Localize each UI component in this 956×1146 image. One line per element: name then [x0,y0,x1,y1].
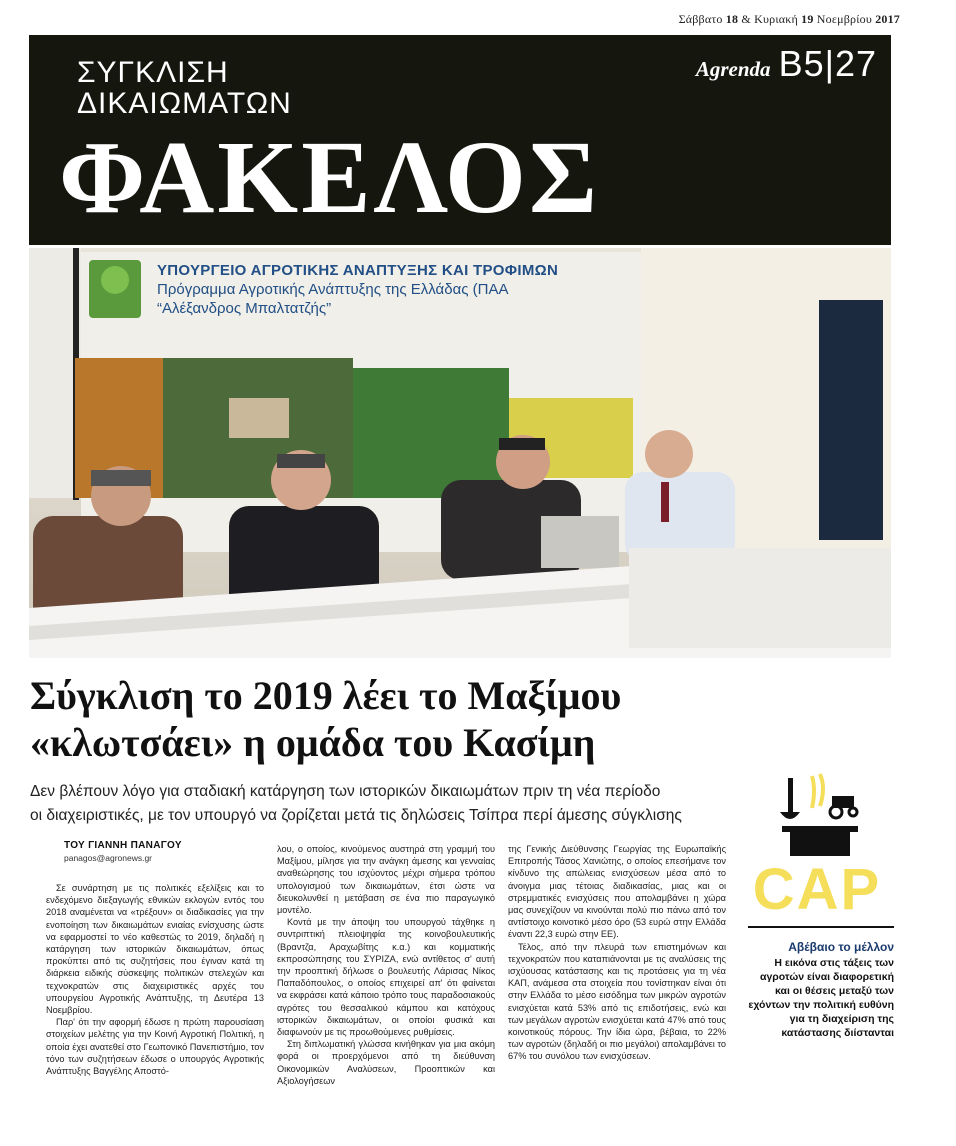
laptop [541,516,619,568]
paragraph: της Γενικής Διεύθυνσης Γεωργίας της Ευρωπαϊκής Επιτροπής Τάσος Χανιώτης, ο οποίος επεσήμανε τον κίνδυνο της απώλειας ενισχύσεων μέσα από το άνοιγμα μιας τέτοιας διαδικασίας, μιας και οι στρεμματικές ενισχύσεις που απολαμβάνει η χώρα μας συνεχίζουν να κινούνται πολύ πιο πάνω από τον αντίστοιχο κοινοτικό μέσο όρο (53 ευρώ στην Ελλάδα έναντι 22,3 ευρώ στην ΕΕ). [508,844,726,940]
brand-block [696,43,877,85]
section-title: ΦΑΚΕΛΟΣ [59,120,600,235]
article-standfirst: Δεν βλέπουν λόγο για σταδιακή κατάργηση των ιστορικών δικαιωμάτων πριν τη νέα περίοδο οι διαχειριστικές, με τον υπουργό να ζορίζεται μετά τις δηλώσεις Τσίπρα περί άμεσης σύγκλισης [30,783,682,824]
doorway [819,300,883,540]
page-number: B5|27 [778,43,877,84]
brand-logo: Agrenda [695,57,771,81]
paragraph: Σε συνάρτηση με τις πολιτικές εξελίξεις και το ενδεχόμενο διεξαγωγής εθνικών εκλογών εντός του 2018 αναμένεται να «τρέξουν» οι διαδικασίες για την ενοποίηση των δικαιωμάτων ενιαίας ενίσχυσης ώστε να εφαρμοστεί το νέο καθεστώς το 2019, δηλαδή η κατάργηση των ιστορικών δικαιωμάτων, όπως προκύπτει από τις συζητήσεις που έγιναν κατά τη διάρκεια ειδικής σύσκεψης πολιτικών στελεχών και τεχνοκρατών στις διαχειριστικές αρχές του υπουργείου Αγροτικής Ανάπτυξης, τη Δευτέρα 13 Νοεμβρίου. [46,883,264,1016]
paragraph: Στη διπλωματική γλώσσα κινήθηκαν για μια ακόμη φορά οι προερχόμενοι από τη διεύθυνση Οικονομικών Αναλύσεων, Προοπτικών και Αξιολογήσεων [277,1039,495,1086]
article-column-2 [277,843,495,1087]
cap-badge [740,768,894,926]
article-column-1 [46,882,264,1077]
cap-cooking-icon [740,768,894,860]
pot-icon [790,830,850,856]
cap-label: CAP [752,857,882,922]
issue-date: Σάββατο 18 & Κυριακή 19 Νοεμβρίου 2017 [678,12,900,26]
article-photo [29,248,891,658]
section-kicker: ΣΥΓΚΛΙΣΗ ΔΙΚΑΙΩΜΑΤΩΝ [77,56,292,120]
article-column-3 [508,843,726,1063]
ministry-logo-tree [101,266,129,294]
backdrop-text: ΥΠΟΥΡΓΕΙΟ ΑΓΡΟΤΙΚΗΣ ΑΝΑΠΤΥΞΗΣ ΚΑΙ ΤΡΟΦΙΜΩΝ Πρόγραμμα Αγροτικής Ανάπτυξης της Ελλάδας (ΠΑΑ “Αλέξανδρος Μπαλτατζής” [157,262,559,317]
field-image [353,368,509,498]
sidebar-title: Αβέβαιο το μέλλον [788,940,894,954]
sidebar-text: Η εικόνα στις τάξεις των αγροτών είναι διαφορετική και οι θέσεις μεταξύ των εχόντων την πολιτική ευθύνη για τη διαχείριση της κατάστασης διίστανται [748,957,894,1039]
article-headline: Σύγκλιση το 2019 λέει το Μαξίμου «κλωτσάει» η ομάδα του Κασίμη [30,673,622,765]
section-banner [29,35,891,245]
author-name: ΤΟΥ ΓΙΑΝΝΗ ΠΑΝΑΓΟΥ [64,840,182,851]
sidebar-divider [748,926,894,928]
paragraph: Κοντά με την άποψη του υπουργού τάχθηκε η συντριπτική πλειοψηφία της κοινοβουλευτικής (Βραντζα, Αραχωβίτης κ.α.) και κομματικής εκπροσώπησης του ΣΥΡΙΖΑ, ενώ αντίθετος σ' αυτή την προοπτική δήλωσε ο βουλευτής Λάρισας Νίκος Παπαδόπουλος, ο οποίος επιχειρεί απ' ότι φαίνεται να εκφράσει κατά κάποιο τρόπο τους παραδοσιακούς αγρότες του θεσσαλικού κάμπου και κατόχους ιστορικών δικαιωμάτων, οι οποίοι φυσικά και διαφωνούν με τις προωθούμενες ρυθμίσεις. [277,917,495,1038]
paragraph: Παρ' ότι την αφορμή έδωσε η πρώτη παρουσίαση στοιχείων μελέτης για την Κοινή Αγροτική Πολιτική, η οποία έχει ανατεθεί στο Γεωπονικό Πανεπιστήμιο, τον τόνο των συζητήσεων έδωσε ο υπουργός Αγροτικής Ανάπτυξης Βαγγέλης Αποστό- [46,1017,264,1077]
paragraph: Τέλος, από την πλευρά των επιστημόνων και τεχνοκρατών που καταπιάνονται με τις αναλύσεις της ισχύουσας κατάστασης και τις προτάσεις για τη νέα ΚΑΠ, ανάμεσα στα στοιχεία που τονίστηκαν είναι ότι στην Ελλάδα το μέσο εισόδημα των μικρών αγροτών ενισχύεται κατά 53% από τις επιδοτήσεις, ενώ και των μεγάλων αγροτών ενισχύεται κατά 47% από τους κοινοτικούς πόρους. Την ίδια ώρα, βέβαια, το 22% των αγροτών (δηλαδή οι πιο μεγάλοι) απολαμβάνει το 67% του συνόλου των ενισχύσεων. [508,941,726,1062]
author-email: panagos@agronews.gr [64,853,153,863]
paragraph: λου, ο οποίος, κινούμενος αυστηρά στη γραμμή του Μαξίμου, μίλησε για την ανάγκη άμεσης και γενναίας αναθεώρησης του ισχύοντος μέχρι σήμερα τρόπου υπολογισμού των δικαιωμάτων, έτσι ώστε να διευκολυνθεί η μετάβαση σε ένα πιο παραγωγικό μοντέλο. [277,844,495,916]
byline [64,840,182,863]
